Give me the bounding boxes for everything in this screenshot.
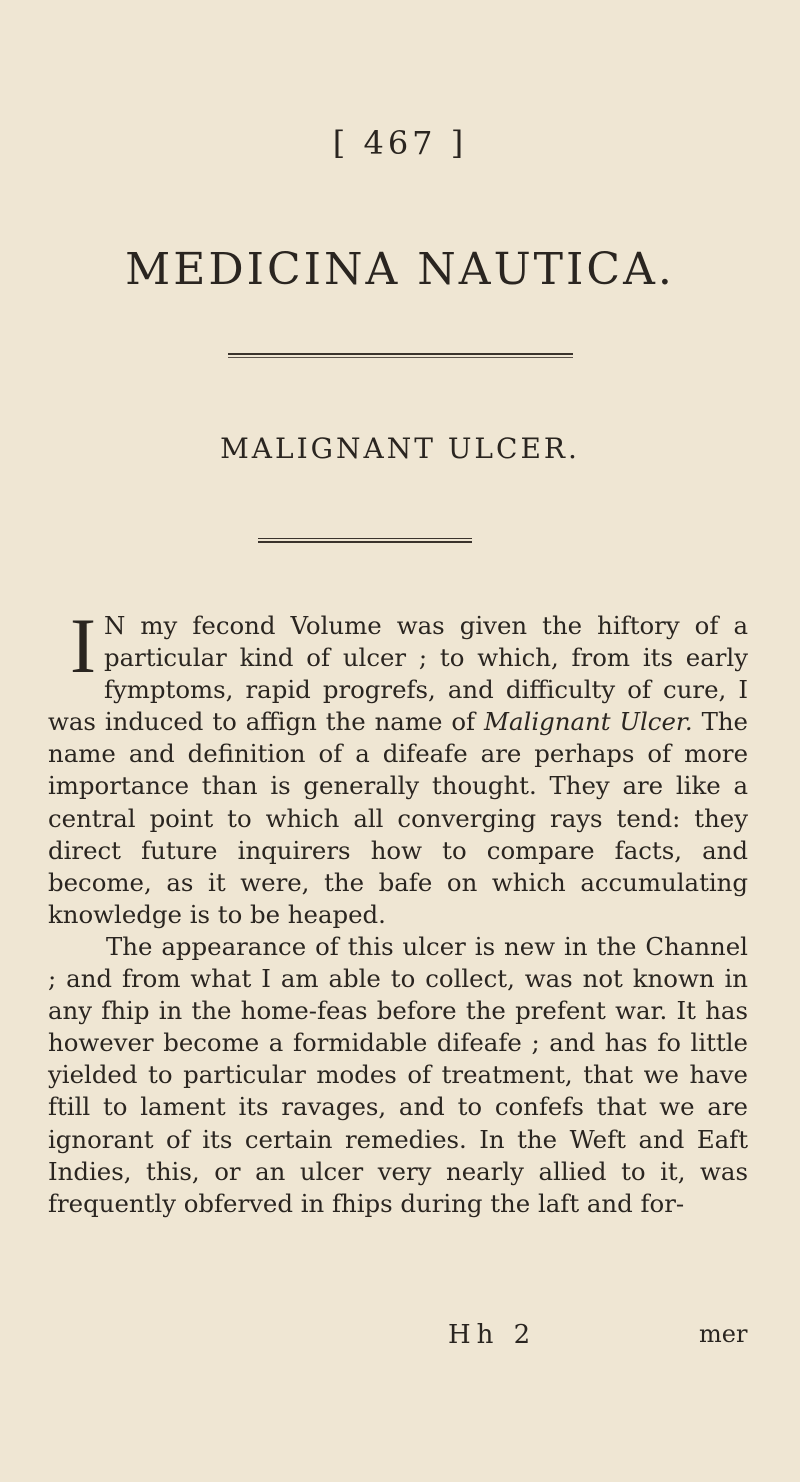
paragraph-2: The appearance of this ulcer is new in the Channel ; and from what I am able to collect, was not known in any fhip in the home-feas before the prefent war. It has however become a formidable difeafe ; and has fo little yielded to particular modes of treatment, that we have ftill to lament its ravages, and to confefs that we are ignorant of its certain remedies. In the Weft and Eaft Indies, this, or an ulcer very nearly allied to it, was frequently obferved in fhips during the laft and for- [48, 931, 748, 1218]
title-divider-rule [228, 353, 573, 358]
paragraph-1-text-cont: The name and definition of a difeafe are perhaps of more importance than is generally thought. They are like a central point to which all converging rays tend: they direct future inquirers how to compare facts, and become, as it were, the bafe on which accumulating knowledge is to be heaped. [48, 707, 748, 929]
catchword: mer [699, 1320, 748, 1348]
running-title: MEDICINA NAUTICA. [125, 244, 675, 295]
section-divider-rule [258, 538, 472, 543]
paragraph-1-text: N my fecond Volume was given the hiftory of a particular kind of ulcer ; to which, from its early fymptoms, rapid progrefs, and difficulty of cure, I was induced to affign the name of [48, 611, 748, 737]
paragraph-1-italic: Malignant Ulcer. [484, 707, 693, 737]
section-title: MALIGNANT ULCER. [220, 432, 580, 465]
body-text [48, 602, 748, 1220]
page-number: [ 467 ] [332, 124, 468, 162]
signature-mark: Hh 2 [448, 1320, 537, 1350]
paragraph-1 [48, 602, 748, 931]
drop-cap: I [70, 602, 96, 689]
